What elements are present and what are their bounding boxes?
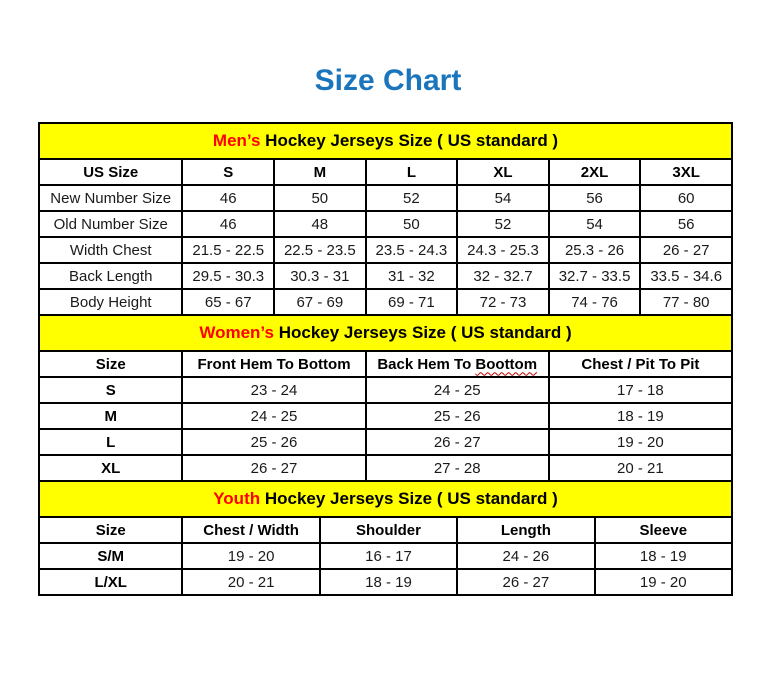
size-value-cell: 50 [274, 185, 366, 211]
row-label-cell: Body Height [39, 289, 182, 315]
size-value-cell: 72 - 73 [457, 289, 549, 315]
size-value-cell: 65 - 67 [182, 289, 274, 315]
size-value-cell: 19 - 20 [549, 429, 732, 455]
size-value-cell: 33.5 - 34.6 [640, 263, 732, 289]
womens-size-table [38, 314, 733, 482]
size-value-cell: 20 - 21 [549, 455, 732, 481]
womens-data-row [39, 455, 732, 481]
size-value-cell: 46 [182, 185, 274, 211]
size-value-cell: 67 - 69 [274, 289, 366, 315]
size-value-cell: 17 - 18 [549, 377, 732, 403]
size-value-cell: 16 - 17 [320, 543, 457, 569]
column-header-cell: Chest / Pit To Pit [549, 351, 732, 377]
section-title-rest: Hockey Jerseys Size ( US standard ) [260, 131, 559, 150]
youth-section-row [39, 481, 732, 517]
size-value-cell: 19 - 20 [595, 569, 732, 595]
size-value-cell: 52 [457, 211, 549, 237]
size-value-cell: 25.3 - 26 [549, 237, 641, 263]
row-label-cell: Width Chest [39, 237, 182, 263]
column-header-cell: 3XL [640, 159, 732, 185]
column-header-cell: Size [39, 517, 182, 543]
size-value-cell: 22.5 - 23.5 [274, 237, 366, 263]
size-value-cell: 50 [366, 211, 458, 237]
column-header-cell: Front Hem To Bottom [182, 351, 365, 377]
womens-data-row [39, 377, 732, 403]
size-value-cell: 18 - 19 [549, 403, 732, 429]
size-value-cell: 26 - 27 [457, 569, 594, 595]
youth-data-row [39, 569, 732, 595]
mens-data-row [39, 185, 732, 211]
size-value-cell: 23 - 24 [182, 377, 365, 403]
row-label-cell: XL [39, 455, 182, 481]
column-header-cell: US Size [39, 159, 182, 185]
size-value-cell: 69 - 71 [366, 289, 458, 315]
mens-section-row [39, 123, 732, 159]
column-header-cell: Length [457, 517, 594, 543]
size-value-cell: 27 - 28 [366, 455, 549, 481]
size-value-cell: 52 [366, 185, 458, 211]
row-label-cell: Old Number Size [39, 211, 182, 237]
size-value-cell: 26 - 27 [182, 455, 365, 481]
mens-data-row [39, 211, 732, 237]
size-value-cell: 26 - 27 [640, 237, 732, 263]
column-header-cell: XL [457, 159, 549, 185]
womens-data-row [39, 403, 732, 429]
size-value-cell: 25 - 26 [182, 429, 365, 455]
section-title-accent: Men’s [212, 131, 261, 150]
size-value-cell: 56 [549, 185, 641, 211]
womens-section-title [39, 315, 732, 351]
size-value-cell: 24 - 26 [457, 543, 594, 569]
size-value-cell: 25 - 26 [366, 403, 549, 429]
size-value-cell: 31 - 32 [366, 263, 458, 289]
column-header-text: Back Hem To [377, 355, 476, 373]
size-value-cell: 24 - 25 [182, 403, 365, 429]
womens-section-row [39, 315, 732, 351]
youth-section-title [39, 481, 732, 517]
size-value-cell: 24 - 25 [366, 377, 549, 403]
size-value-cell: 74 - 76 [549, 289, 641, 315]
size-value-cell: 46 [182, 211, 274, 237]
row-label-cell: New Number Size [39, 185, 182, 211]
size-value-cell: 29.5 - 30.3 [182, 263, 274, 289]
size-value-cell: 24.3 - 25.3 [457, 237, 549, 263]
column-header-cell: Size [39, 351, 182, 377]
mens-data-row [39, 237, 732, 263]
section-title-rest: Hockey Jerseys Size ( US standard ) [273, 323, 572, 342]
size-value-cell: 60 [640, 185, 732, 211]
size-tables [38, 122, 733, 596]
column-header-cell [366, 351, 549, 377]
column-header-cell: L [366, 159, 458, 185]
column-header-cell: Sleeve [595, 517, 732, 543]
row-label-cell: S [39, 377, 182, 403]
size-value-cell: 56 [640, 211, 732, 237]
womens-data-row [39, 429, 732, 455]
section-title-rest: Hockey Jerseys Size ( US standard ) [260, 489, 558, 508]
mens-header-row [39, 159, 732, 185]
size-value-cell: 26 - 27 [366, 429, 549, 455]
size-value-cell: 54 [457, 185, 549, 211]
size-value-cell: 30.3 - 31 [274, 263, 366, 289]
size-value-cell: 18 - 19 [320, 569, 457, 595]
section-title-accent: Women’s [199, 323, 274, 342]
size-value-cell: 20 - 21 [182, 569, 319, 595]
mens-data-row [39, 263, 732, 289]
row-label-cell: L [39, 429, 182, 455]
row-label-cell: M [39, 403, 182, 429]
size-value-cell: 54 [549, 211, 641, 237]
misspelled-word: Boottom [475, 355, 538, 373]
size-value-cell: 18 - 19 [595, 543, 732, 569]
row-label-cell: L/XL [39, 569, 182, 595]
youth-data-row [39, 543, 732, 569]
size-value-cell: 32.7 - 33.5 [549, 263, 641, 289]
youth-header-row [39, 517, 732, 543]
section-title-accent: Youth [213, 489, 261, 508]
row-label-cell: S/M [39, 543, 182, 569]
column-header-cell: Chest / Width [182, 517, 319, 543]
size-value-cell: 21.5 - 22.5 [182, 237, 274, 263]
size-value-cell: 32 - 32.7 [457, 263, 549, 289]
size-value-cell: 48 [274, 211, 366, 237]
column-header-cell: Shoulder [320, 517, 457, 543]
womens-header-row [39, 351, 732, 377]
size-value-cell: 23.5 - 24.3 [366, 237, 458, 263]
mens-size-table [38, 122, 733, 316]
page-title: Size Chart [314, 64, 462, 97]
size-value-cell: 19 - 20 [182, 543, 319, 569]
column-header-cell: M [274, 159, 366, 185]
row-label-cell: Back Length [39, 263, 182, 289]
column-header-cell: 2XL [549, 159, 641, 185]
mens-data-row [39, 289, 732, 315]
size-value-cell: 77 - 80 [640, 289, 732, 315]
mens-section-title [39, 123, 732, 159]
column-header-cell: S [182, 159, 274, 185]
youth-size-table [38, 480, 733, 596]
